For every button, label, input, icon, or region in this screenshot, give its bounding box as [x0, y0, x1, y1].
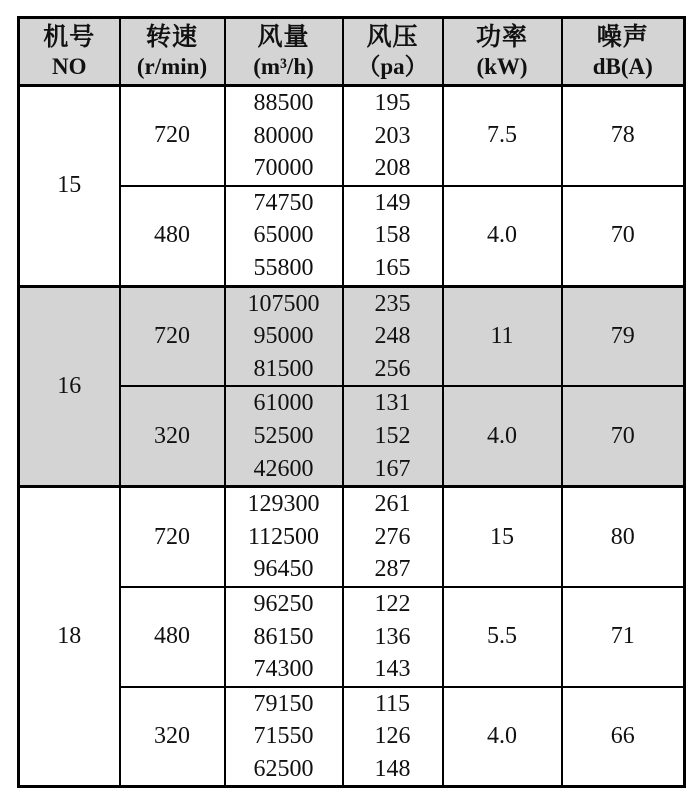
noise-cell: 71 — [562, 587, 685, 687]
airflow-value: 79150 — [253, 690, 314, 717]
machine-no-cell-15: 15 — [19, 86, 120, 287]
col-header-noise-unit: dB(A) — [592, 54, 653, 79]
pressure-value: 149 — [374, 189, 411, 216]
col-header-airflow — [225, 18, 343, 86]
col-header-machine-no — [19, 18, 120, 86]
noise-cell: 78 — [562, 86, 685, 186]
col-header-pressure-cn: 风压 — [366, 24, 419, 51]
airflow-value: 62500 — [253, 755, 314, 782]
airflow-value: 65000 — [253, 222, 314, 249]
speed-cell: 320 — [120, 386, 225, 486]
pressure-cell — [343, 86, 443, 186]
pressure-value: 261 — [374, 491, 411, 518]
pressure-value: 287 — [374, 556, 411, 583]
pressure-cell — [343, 587, 443, 687]
speed-cell: 480 — [120, 186, 225, 286]
airflow-cell — [225, 286, 343, 386]
pressure-value: 248 — [374, 323, 411, 350]
airflow-value: 74750 — [253, 189, 314, 216]
table-row-15-720 — [19, 86, 685, 186]
airflow-value: 74300 — [253, 656, 314, 683]
pressure-value: 165 — [374, 254, 411, 281]
pressure-value: 158 — [374, 222, 411, 249]
airflow-value: 112500 — [247, 523, 320, 550]
col-header-power-unit: (kW) — [476, 54, 528, 79]
airflow-value: 95000 — [253, 323, 314, 350]
pressure-value: 203 — [374, 122, 411, 149]
col-header-speed-cn: 转速 — [145, 24, 198, 51]
power-cell: 4.0 — [443, 687, 562, 787]
speed-cell: 720 — [120, 487, 225, 587]
airflow-value: 96450 — [253, 556, 314, 583]
col-header-power-cn: 功率 — [475, 24, 528, 51]
airflow-cell — [225, 587, 343, 687]
airflow-value: 70000 — [253, 155, 314, 182]
pressure-cell — [343, 487, 443, 587]
pressure-cell — [343, 186, 443, 286]
airflow-cell — [225, 687, 343, 787]
airflow-value: 86150 — [253, 623, 314, 650]
col-header-machine-no-unit: NO — [52, 54, 87, 79]
header-row — [19, 18, 685, 86]
machine-no-cell-18: 18 — [19, 487, 120, 787]
pressure-value: 208 — [374, 155, 411, 182]
airflow-value: 42600 — [253, 455, 314, 482]
pressure-value: 167 — [374, 455, 411, 482]
airflow-cell — [225, 186, 343, 286]
pressure-value: 136 — [374, 623, 411, 650]
col-header-speed-unit: (r/min) — [136, 54, 208, 79]
machine-no-cell-16: 16 — [19, 286, 120, 487]
pressure-cell — [343, 286, 443, 386]
pressure-value: 235 — [374, 290, 411, 317]
noise-cell: 70 — [562, 386, 685, 486]
airflow-value: 81500 — [253, 355, 314, 382]
col-header-pressure — [343, 18, 443, 86]
airflow-cell — [225, 386, 343, 486]
pressure-value: 131 — [374, 390, 411, 417]
pressure-value: 143 — [374, 656, 411, 683]
table-row-18-720 — [19, 487, 685, 587]
speed-cell: 720 — [120, 86, 225, 186]
airflow-value: 96250 — [253, 590, 314, 617]
pressure-value: 122 — [374, 590, 411, 617]
pressure-value: 152 — [374, 422, 411, 449]
speed-cell: 720 — [120, 286, 225, 386]
airflow-value: 52500 — [253, 422, 314, 449]
pressure-cell — [343, 386, 443, 486]
power-cell: 4.0 — [443, 186, 562, 286]
table-row-16-720 — [19, 286, 685, 386]
pressure-value: 256 — [374, 355, 411, 382]
airflow-value: 55800 — [253, 254, 314, 281]
col-header-noise-cn: 噪声 — [596, 24, 649, 51]
airflow-value: 107500 — [247, 290, 320, 317]
airflow-value: 61000 — [253, 390, 314, 417]
speed-cell: 480 — [120, 587, 225, 687]
pressure-value: 195 — [374, 90, 411, 116]
fan-spec-table — [17, 16, 686, 788]
pressure-value: 126 — [374, 723, 411, 750]
power-cell: 5.5 — [443, 587, 562, 687]
speed-cell: 320 — [120, 687, 225, 787]
col-header-airflow-unit: (m³/h) — [253, 54, 314, 79]
airflow-value: 129300 — [247, 491, 320, 518]
airflow-cell — [225, 86, 343, 186]
pressure-value: 276 — [374, 523, 411, 550]
noise-cell: 66 — [562, 687, 685, 787]
noise-cell: 79 — [562, 286, 685, 386]
col-header-machine-no-cn: 机号 — [43, 24, 96, 51]
airflow-cell — [225, 487, 343, 587]
col-header-airflow-cn: 风量 — [257, 24, 310, 51]
power-cell: 11 — [443, 286, 562, 386]
pressure-value: 148 — [374, 755, 411, 782]
airflow-value: 80000 — [253, 122, 314, 149]
airflow-value: 71550 — [253, 723, 314, 750]
col-header-pressure-unit: （pa） — [357, 54, 428, 79]
pressure-cell — [343, 687, 443, 787]
power-cell: 7.5 — [443, 86, 562, 186]
col-header-speed — [120, 18, 225, 86]
pressure-value: 115 — [374, 690, 411, 717]
noise-cell: 70 — [562, 186, 685, 286]
airflow-value: 88500 — [253, 90, 314, 116]
power-cell: 4.0 — [443, 386, 562, 486]
col-header-noise — [562, 18, 685, 86]
col-header-power — [443, 18, 562, 86]
noise-cell: 80 — [562, 487, 685, 587]
power-cell: 15 — [443, 487, 562, 587]
